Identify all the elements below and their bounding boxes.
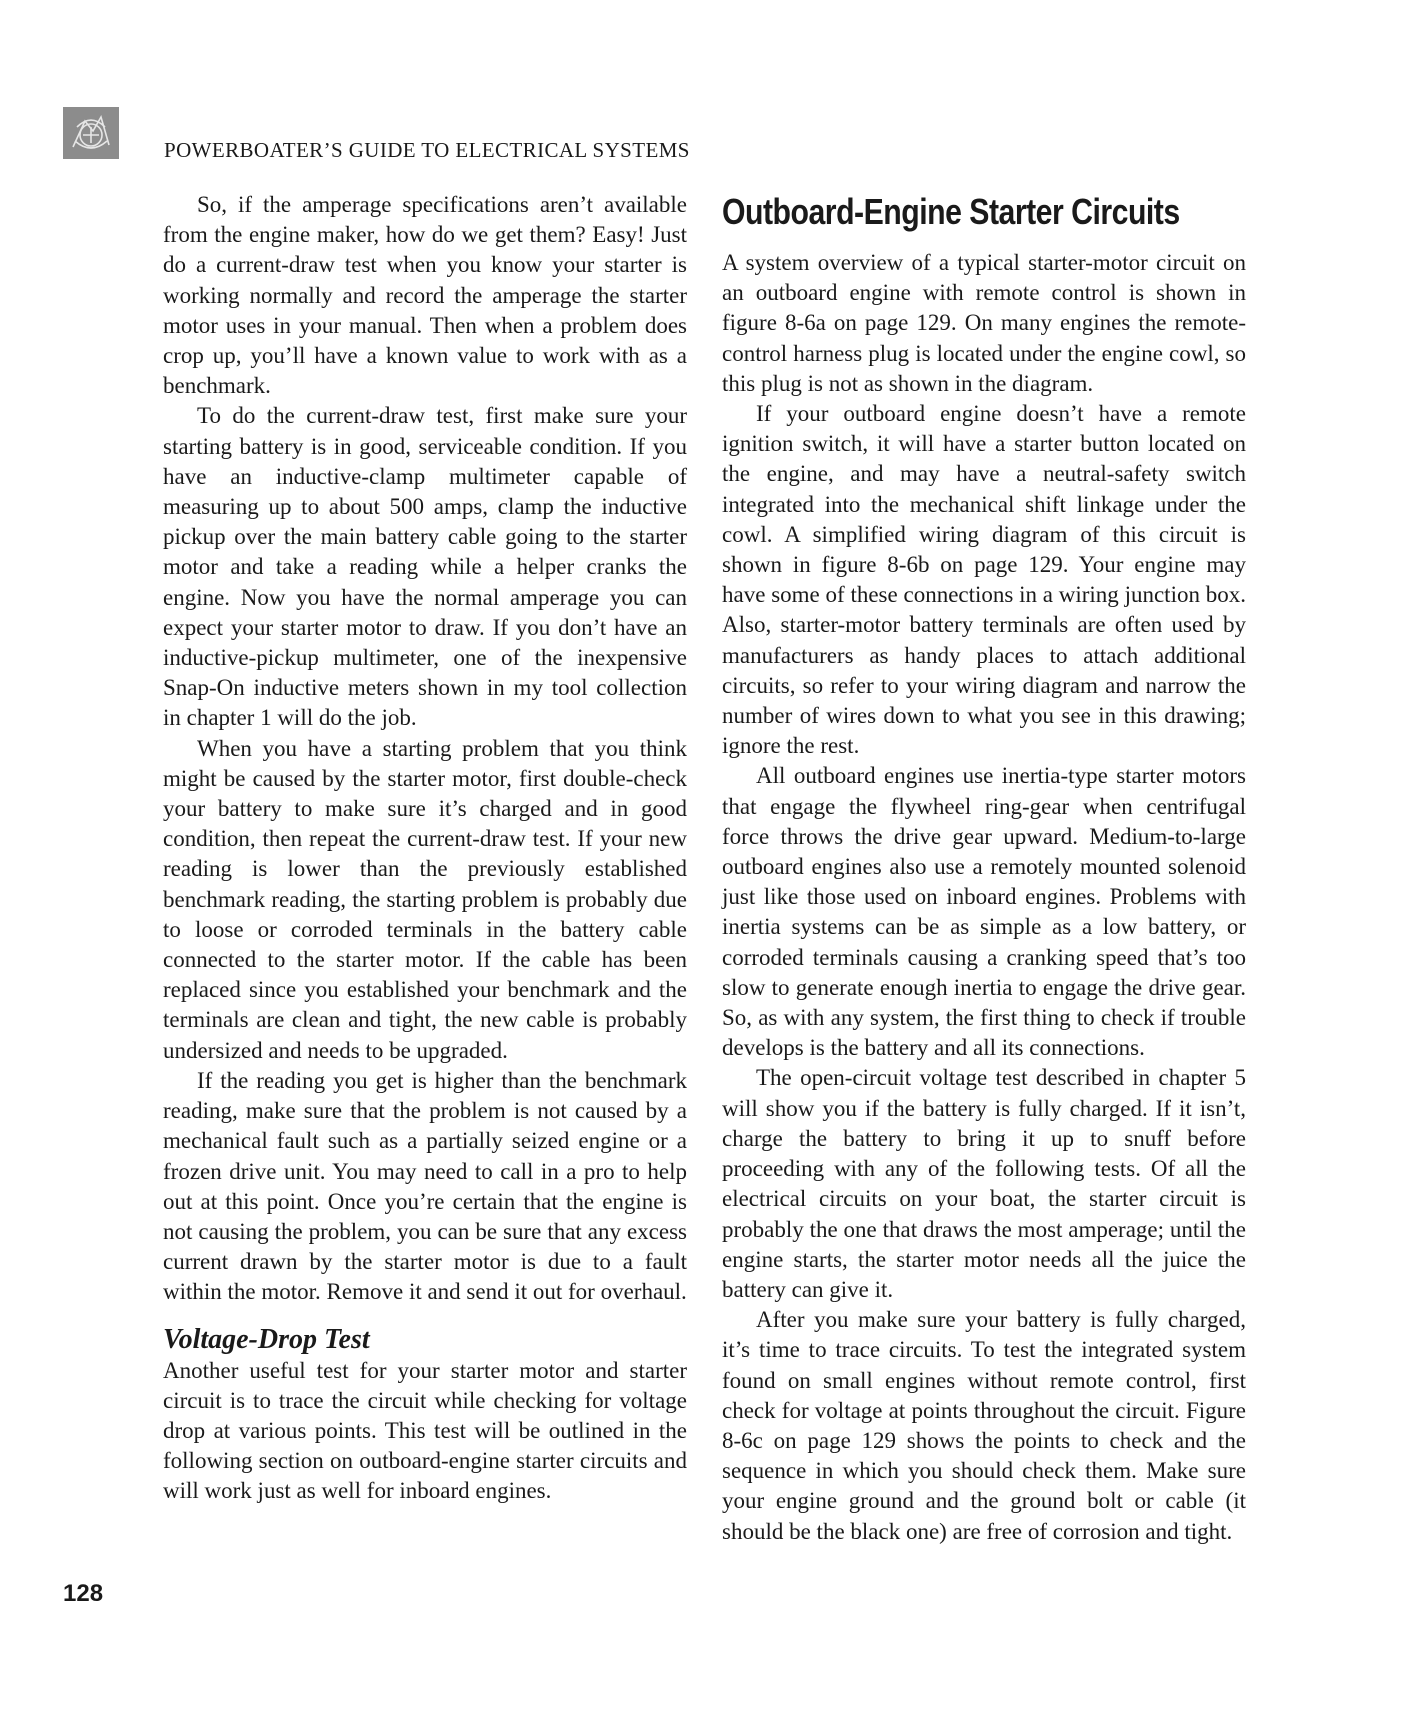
- right-paragraph-2: All outboard engines use inertia-type starter motors that engage the flywheel ring-gear when centrifugal force throws the drive gear upward. Medium-to-large outboard engines also use a remotely mounted solenoid just like those used on inboard engines. Problems with inertia systems can be as simple as a low battery, or corroded terminals causing a cranking speed that’s too slow to generate enough inertia to engage the drive gear. So, as with any system, the first thing to check if trouble develops is the battery and all its connections.: [722, 763, 1246, 1061]
- right-paragraph-3: The open-circuit voltage test described in chapter 5 will show you if the battery is fully charged. If it isn’t, charge the battery to bring it up to snuff before proceeding with any of the following tests. Of all the electrical circuits on your boat, the starter circuit is probably the one that draws the most amperage; until the engine starts, the starter motor needs all the juice the battery can give it.: [722, 1065, 1246, 1302]
- running-head: POWERBOATER’S GUIDE TO ELECTRICAL SYSTEMS: [164, 138, 690, 162]
- book-logo-icon: [63, 107, 119, 159]
- right-paragraph-1: If your outboard engine doesn’t have a remote ignition switch, it will have a starter button located on the engine, and may have a neutral-safety switch integrated into the mechanical shift linkage under the cowl. A simplified wiring diagram of this circuit is shown in figure 8-6b on page 129. Your engine may have some of these connections in a wiring junction box. Also, starter-motor battery terminals are often used by manufacturers as handy places to attach additional circuits, so refer to your wiring diagram and narrow the number of wires down to what you see in this drawing; ignore the rest.: [722, 401, 1246, 759]
- left-column: [163, 190, 687, 1507]
- section-heading: Outboard-Engine Starter Circuits: [722, 191, 1180, 232]
- right-intro-paragraph: A system overview of a typical starter-motor circuit on an outboard engine with remote control is shown in figure 8-6a on page 129. On many engines the remote-control harness plug is located under the engine cowl, so this plug is not as shown in the diagram.: [722, 250, 1246, 396]
- left-paragraph-3: When you have a starting problem that you think might be caused by the starter motor, first double-check your battery to make sure it’s charged and in good condition, then repeat the current-draw test. If your new reading is lower than the previously established benchmark reading, the starting problem is probably due to loose or corroded terminals in the battery cable connected to the starter motor. If the cable has been replaced since you established your benchmark and the terminals are clean and tight, the new cable is probably undersized and needs to be upgraded.: [163, 735, 687, 1063]
- voltage-drop-subheading: Voltage-Drop Test: [163, 1323, 370, 1355]
- left-paragraph-2: To do the current-draw test, first make sure your starting battery is in good, serviceable condition. If you have an inductive-clamp multimeter capable of measuring up to about 500 amps, clamp the inductive pickup over the main battery cable going to the starter motor and take a reading while a helper cranks the engine. Now you have the normal amperage you can expect your starter motor to draw. If you don’t have an inductive-pickup multimeter, one of the inexpensive Snap-On inductive meters shown in my tool collection in chapter 1 will do the job.: [163, 403, 687, 731]
- right-column: [722, 190, 1246, 1547]
- voltage-drop-paragraph: Another useful test for your starter motor and starter circuit is to trace the circuit while checking for voltage drop at various points. This test will be outlined in the following section on outboard-engine starter circuits and will work just as well for inboard engines.: [163, 1357, 687, 1504]
- right-paragraph-4: After you make sure your battery is fully charged, it’s time to trace circuits. To test the integrated system found on small engines without remote control, first check for voltage at points throughout the circuit. Figure 8-6c on page 129 shows the points to check and the sequence in which you should check them. Make sure your engine ground and the ground bolt or cable (it should be the black one) are free of corrosion and tight.: [722, 1307, 1246, 1544]
- left-paragraph-4: If the reading you get is higher than the benchmark reading, make sure that the problem is not caused by a mechanical fault such as a partially seized engine or a frozen drive unit. You may need to call in a pro to help out at this point. Once you’re certain that the engine is not causing the problem, you can be sure that any excess current drawn by the starter motor is due to a fault within the motor. Remove it and send it out for overhaul.: [163, 1067, 687, 1305]
- left-paragraph-1: So, if the amperage specifications aren’t available from the engine maker, how do we get them? Easy! Just do a current-draw test when you know your starter is working normally and record the amperage the starter motor uses in your manual. Then when a problem does crop up, you’ll have a known value to work with as a benchmark.: [163, 192, 687, 399]
- page-number: 128: [63, 1580, 104, 1607]
